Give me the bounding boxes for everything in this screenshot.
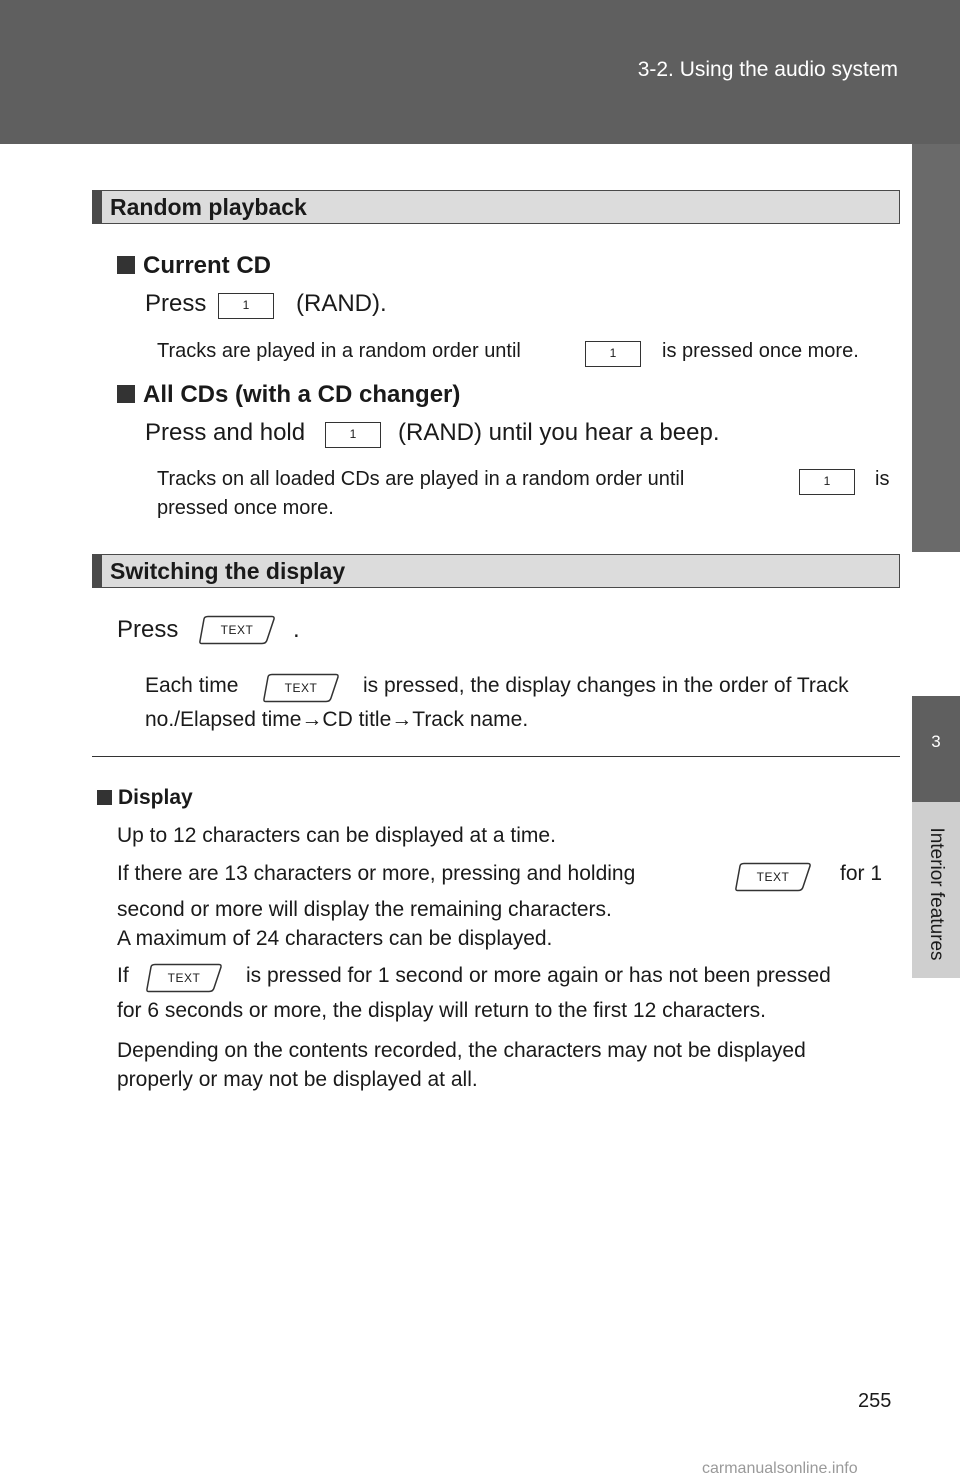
side-tab-upper xyxy=(912,144,960,552)
page-header xyxy=(0,0,960,144)
text-button-icon: TEXT xyxy=(262,673,340,703)
current-cd-note-pre: Tracks are played in a random order until xyxy=(157,340,521,362)
subheading-current-cd: Current CD xyxy=(117,252,271,280)
current-cd-note-post: is pressed once more. xyxy=(662,340,859,362)
button-1-icon: 1 xyxy=(218,293,274,319)
watermark: carmanualsonline.info xyxy=(702,1460,858,1477)
square-bullet-icon xyxy=(117,256,135,274)
display-note-line8: properly or may not be displayed at all. xyxy=(117,1068,478,1091)
switching-note-line1-post: is pressed, the display changes in the order of Track xyxy=(363,674,849,697)
display-note-line5-post: is pressed for 1 second or more again or has not been pressed xyxy=(246,964,831,987)
all-cds-note-line1-pre: Tracks on all loaded CDs are played in a random order until xyxy=(157,468,685,490)
section-heading-text: Random playback xyxy=(110,194,307,220)
display-note-line4: A maximum of 24 characters can be displayed. xyxy=(117,927,553,950)
switching-note-line2: no./Elapsed time→CD title→Track name. xyxy=(145,708,529,731)
page-number: 255 xyxy=(858,1390,892,1412)
square-bullet-icon xyxy=(117,385,135,403)
chapter-label: Interior features xyxy=(926,827,947,961)
button-1-icon: 1 xyxy=(585,341,641,367)
square-bullet-icon xyxy=(97,790,112,805)
display-note-line6: for 6 seconds or more, the display will return to the first 12 characters. xyxy=(117,999,766,1022)
display-note-line3: second or more will display the remaining characters. xyxy=(117,898,612,921)
text-button-icon: TEXT xyxy=(734,862,812,892)
all-cds-note-line1-post: is xyxy=(875,468,890,490)
display-note-line1: Up to 12 characters can be displayed at a time. xyxy=(117,824,556,847)
switching-instruction-post: . xyxy=(293,616,300,643)
section-heading-text: Switching the display xyxy=(110,558,346,584)
chapter-number: 3 xyxy=(931,732,941,751)
section-heading-switching-display xyxy=(92,554,900,588)
display-note-line5-pre: If xyxy=(117,964,129,987)
chapter-number-tab xyxy=(912,696,960,802)
display-note-line2-pre: If there are 13 characters or more, pressing and holding xyxy=(117,862,636,885)
switching-note-line1-pre: Each time xyxy=(145,674,239,697)
chapter-side-tab xyxy=(912,144,960,1484)
switching-instruction-pre: Press xyxy=(117,616,179,643)
all-cds-instruction-pre: Press and hold xyxy=(145,419,306,446)
text-button-icon: TEXT xyxy=(198,615,276,645)
all-cds-instruction-post: (RAND) until you hear a beep. xyxy=(398,419,720,446)
all-cds-note-line2: pressed once more. xyxy=(157,497,334,519)
current-cd-instruction-post: (RAND). xyxy=(296,290,387,317)
button-1-icon: 1 xyxy=(325,422,381,448)
section-divider xyxy=(92,756,900,757)
display-note-line2-post: for 1 xyxy=(840,862,883,885)
note-heading-display: Display xyxy=(97,786,193,810)
display-note-line7: Depending on the contents recorded, the characters may not be displayed xyxy=(117,1039,806,1062)
section-heading-random-playback xyxy=(92,190,900,224)
text-button-icon: TEXT xyxy=(145,963,223,993)
current-cd-instruction-pre: Press xyxy=(145,290,207,317)
section-breadcrumb: 3-2. Using the audio system xyxy=(637,58,898,81)
button-1-icon: 1 xyxy=(799,469,855,495)
subheading-all-cds: All CDs (with a CD changer) xyxy=(117,381,460,409)
